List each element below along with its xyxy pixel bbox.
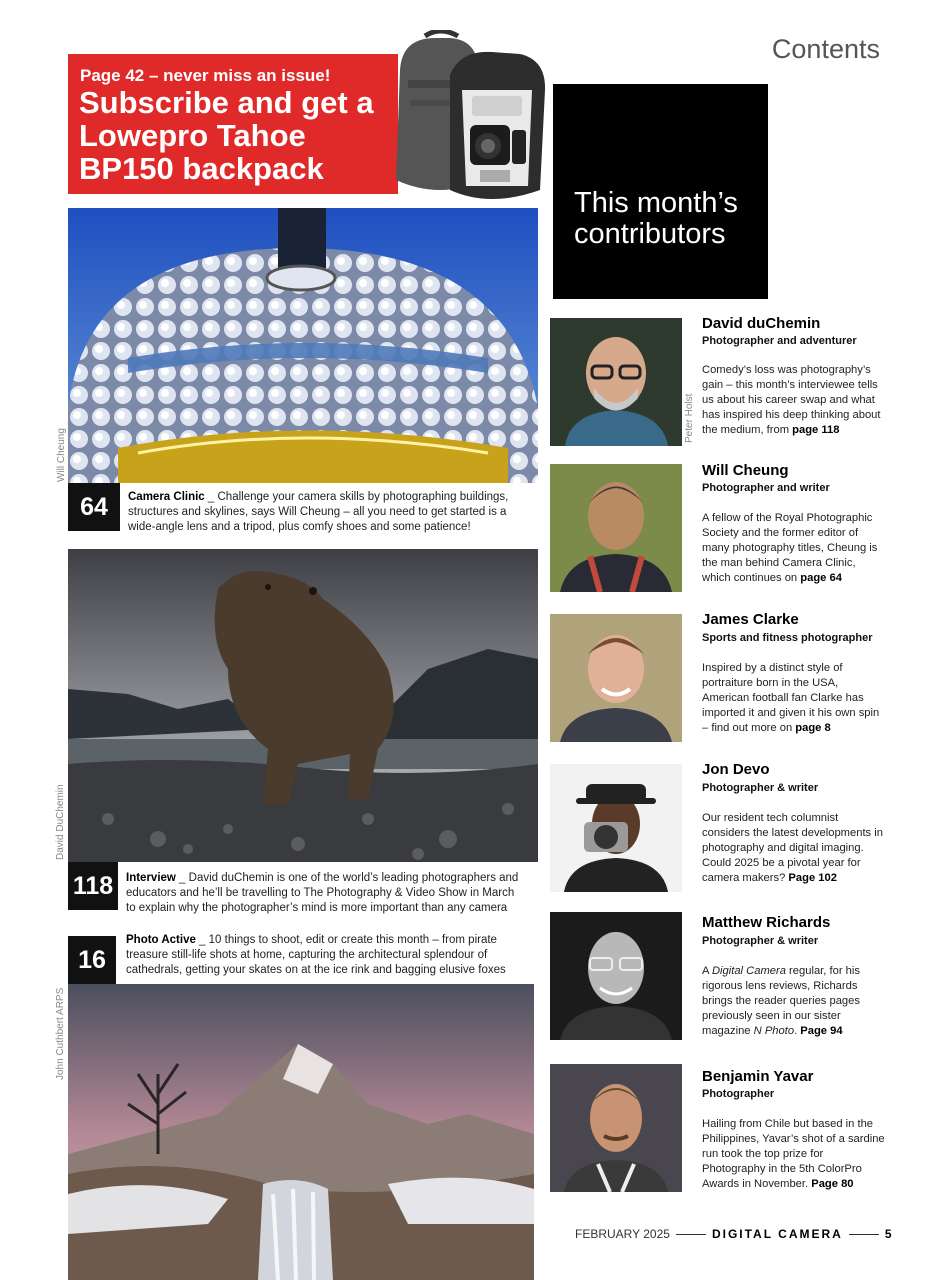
caption-separator: _ [195, 934, 209, 946]
contributor-name: David duChemin [702, 315, 821, 332]
bio-text: Hailing from Chile but based in the Philippines, Yavar’s shot of a sardine run took the top prize for Photography in the 5th ColorPro Awards in November. [702, 1118, 885, 1190]
subscription-promo[interactable] [68, 54, 398, 194]
camera-clinic-photo[interactable] [68, 208, 538, 483]
bio-page-link[interactable]: page 64 [800, 572, 842, 584]
bio-text: . [794, 1025, 801, 1037]
contributor-name: Will Cheung [702, 462, 789, 479]
promo-headline: Subscribe and get a Lowepro Tahoe BP150 backpack [79, 85, 374, 186]
feature-caption [126, 871, 526, 916]
contributors-heading: This month’s contributors [574, 187, 738, 250]
contributor-role: Sports and fitness photographer [702, 632, 873, 644]
page-number-badge[interactable]: 16 [68, 936, 116, 984]
feature-text: 10 things to shoot, edit or create this month – from pirate treasure still-life shots at home, capturing the architectural splendour of cathedrals, getting your skates on at the ice rink and bagging elusive foxes [126, 934, 506, 976]
caption-separator: _ [204, 491, 218, 503]
contributor-bio [702, 964, 887, 1039]
footer-rule [849, 1234, 879, 1235]
contributor-role: Photographer & writer [702, 935, 819, 947]
photo-credit: David DuChemin [55, 784, 66, 860]
feature-title: Interview [126, 872, 176, 884]
interview-photo[interactable] [68, 549, 538, 862]
contributor-role: Photographer & writer [702, 782, 819, 794]
contributor-role: Photographer and adventurer [702, 335, 857, 347]
footer-rule [676, 1234, 706, 1235]
contributor-bio [702, 811, 887, 886]
backpack-image [380, 30, 552, 204]
bio-text: regular, for his rigorous lens reviews, Richards brings the reader queries pages previously seen in our sister magazine [702, 965, 860, 1037]
feature-text: Challenge your camera skills by photographing buildings, structures and skylines, says Will Cheung – all you need to get started is a wide-angle lens and a tripod, plus comfy shoes and some patience! [128, 491, 509, 533]
photo-credit: John Cuthbert ARPS [55, 987, 66, 1080]
contributor-name: Benjamin Yavar [702, 1068, 814, 1085]
contributor-photo [550, 764, 682, 892]
bio-page-link[interactable]: Page 94 [800, 1025, 843, 1037]
publication-name: Digital Camera [711, 965, 786, 977]
contributor-name: James Clarke [702, 611, 799, 628]
contributor-photo [550, 912, 682, 1040]
bio-page-link[interactable]: page 8 [795, 722, 831, 734]
contributors-heading-box [553, 84, 768, 299]
bio-page-link[interactable]: Page 102 [788, 872, 837, 884]
feature-caption [126, 933, 526, 978]
contributor-name: Jon Devo [702, 761, 770, 778]
contributor-photo [550, 318, 682, 446]
contributor-role: Photographer [702, 1088, 775, 1100]
contributor-name: Matthew Richards [702, 914, 831, 931]
feature-text: David duChemin is one of the world’s leading photographers and educators and he’ll be travelling to The Photography & Video Show in March to explain why the photographer’s mind is more important than any camera [126, 872, 519, 914]
bio-page-link[interactable]: Page 80 [811, 1178, 854, 1190]
contributor-bio [702, 1117, 887, 1192]
contributor-photo [550, 614, 682, 742]
contributor-bio [702, 661, 887, 736]
contributor-role: Photographer and writer [702, 482, 830, 494]
feature-title: Photo Active [126, 934, 196, 946]
photo-credit: Peter Holst [684, 393, 695, 443]
bio-text: A [702, 965, 712, 977]
photo-credit: Will Cheung [56, 428, 67, 482]
contributor-photo [550, 1064, 682, 1192]
contributor-bio [702, 511, 887, 586]
photo-active-photo[interactable] [68, 984, 534, 1280]
page-footer [575, 1227, 892, 1241]
contributor-photo [550, 464, 682, 592]
section-title: Contents [771, 34, 880, 64]
contributor-bio [702, 363, 887, 438]
publication-name: N Photo [753, 1025, 795, 1037]
feature-caption [128, 490, 523, 535]
magazine-name: DIGITAL CAMERA [711, 1227, 843, 1241]
feature-title: Camera Clinic [128, 491, 205, 503]
page-number: 5 [884, 1227, 892, 1241]
issue-date: FEBRUARY 2025 [575, 1227, 670, 1241]
page-number-badge[interactable]: 118 [68, 862, 118, 910]
caption-separator: _ [175, 872, 189, 884]
bio-text: Comedy’s loss was photography’s gain – this month’s interviewee tells us about his career swap and what has inspired his deep thinking about the medium, from [702, 364, 881, 436]
bio-text: Our resident tech columnist considers the latest developments in photography and digital imaging. Could 2025 be a pivotal year for camera makers? [702, 812, 883, 884]
bio-text: Inspired by a distinct style of portraiture born in the USA, American football fan Clarke has imported it and given it his own spin – find out more on [702, 662, 880, 734]
page-number-badge[interactable]: 64 [68, 483, 120, 531]
bio-page-link[interactable]: page 118 [792, 424, 840, 436]
promo-kicker: Page 42 – never miss an issue! [80, 66, 331, 85]
bio-text: A fellow of the Royal Photographic Society and the former editor of many photography titles, Cheung is the man behind Camera Clinic, which continues on [702, 512, 878, 584]
